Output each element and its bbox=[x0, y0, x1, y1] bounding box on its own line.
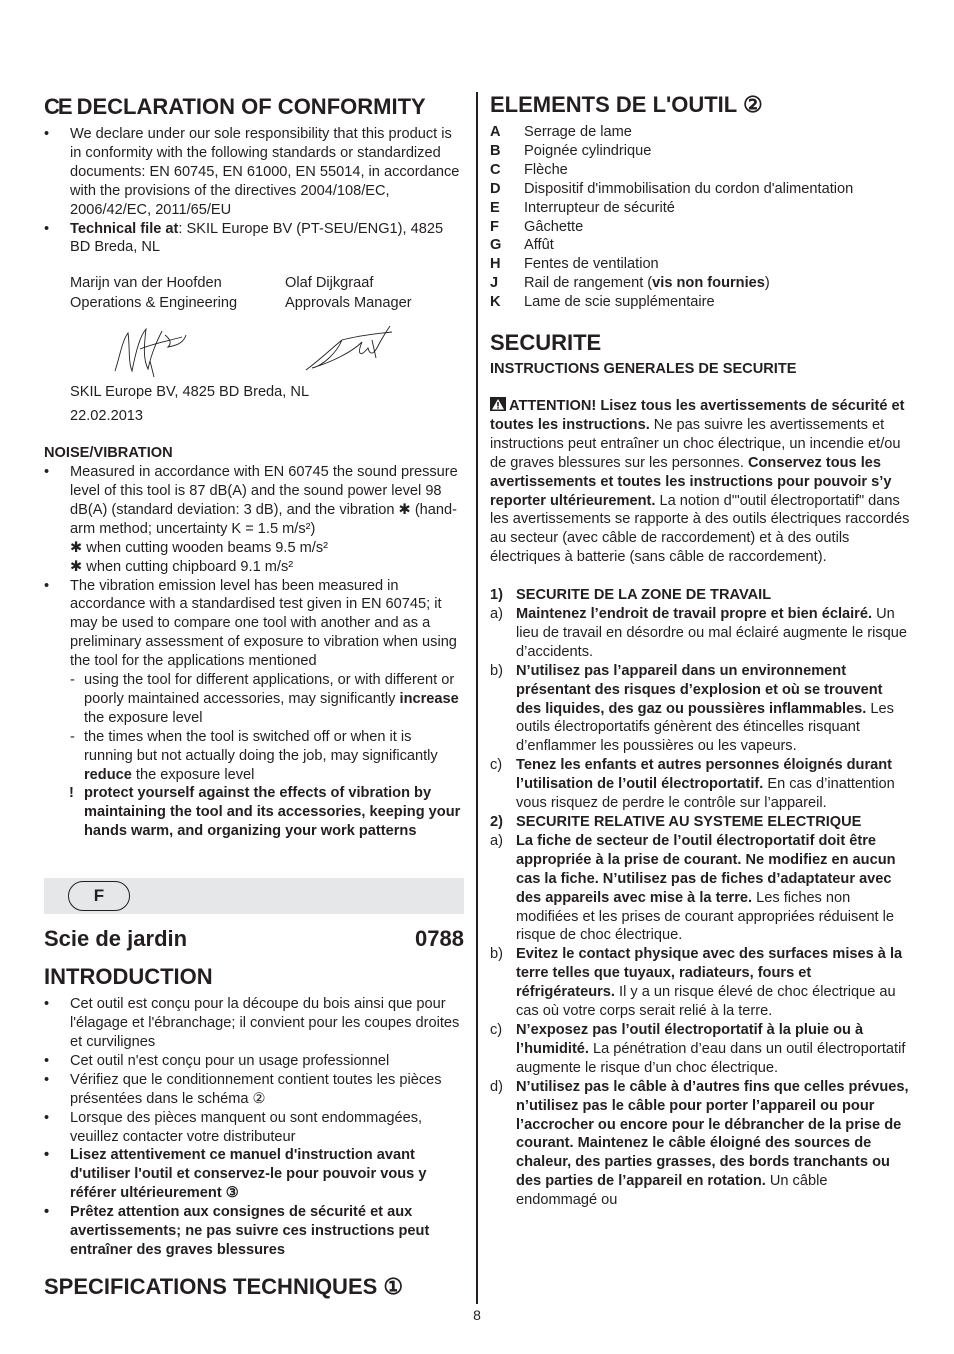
signature-1-image bbox=[110, 321, 190, 379]
elements-heading: ELEMENTS DE L'OUTIL ② bbox=[490, 92, 763, 117]
declaration-date: 22.02.2013 bbox=[70, 408, 144, 425]
safety-item: c) Tenez les enfants et autres personnes éloignés durant l’utilisation de l’outil électroportatif. En cas d’inattention vous risquez de perdre le contrôle sur l’appareil. bbox=[490, 757, 895, 812]
declaration-title: DECLARATION OF CONFORMITY bbox=[76, 94, 426, 119]
element-label: Poignée cylindrique bbox=[524, 142, 652, 159]
element-label: Rail de rangement (vis non fournies) bbox=[524, 275, 770, 292]
warning-triangle-icon bbox=[490, 397, 506, 411]
element-letter: E bbox=[490, 199, 500, 216]
element-label: Dispositif d'immobilisation du cordon d'alimentation bbox=[524, 180, 854, 197]
safety-item: a) Maintenez l’endroit de travail propre et bien éclairé. Un lieu de travail en désordre ou mal éclairé augmente le risque d’accidents. bbox=[490, 606, 908, 660]
element-label: Gâchette bbox=[524, 218, 584, 235]
section-1-list bbox=[490, 605, 910, 813]
safety-item: a) La fiche de secteur de l’outil électroportatif doit être appropriée à la prise de courant. Ne modifiez en aucun cas la fiche. N’utilisez pas de fiches d’adaptateur avec des appareils avec mise à la terre. Les fiches non modifiées et les prises de courant appropriées réduisent le risque de choc électrique. bbox=[490, 832, 896, 944]
declaration-list bbox=[44, 125, 464, 257]
noise-bullet: • The vibration emission level has been measured in accordance with a standardised test given in EN 60745; it may be used to compare one tool with another and as a preliminary assessment of exposure to vibration when using the tool for the applications mentioned bbox=[44, 577, 464, 672]
ce-mark-icon: CE bbox=[44, 94, 71, 119]
intro-bullet: • Prêtez attention aux consignes de sécurité et aux avertissements; ne pas suivre ces instructions peut entraîner des graves blessures bbox=[44, 1203, 464, 1260]
declaration-bullet: • We declare under our sole responsibility that this product is in conformity with the following standards or standardized documents: EN 60745, EN 61000, EN 55014, in accordance with the provisions of the directives 2004/108/EC, 2006/42/EC, 2011/65/EU bbox=[44, 125, 464, 220]
noise-heading: NOISE/VIBRATION bbox=[44, 445, 173, 462]
general-safety-heading: INSTRUCTIONS GENERALES DE SECURITE bbox=[490, 361, 797, 378]
element-letter: D bbox=[490, 180, 501, 197]
safety-item: b) N’utilisez pas l’appareil dans un environnement présentant des risques d’explosion et où se trouvent des liquides, des gaz ou poussières inflammables. Les outils électroportatifs génèrent des étincelles risquant d’enflammer les poussières ou les vapeurs. bbox=[490, 662, 894, 755]
section-2-heading: 2) SECURITE RELATIVE AU SYSTEME ELECTRIQUE bbox=[490, 814, 862, 830]
element-label: Lame de scie supplémentaire bbox=[524, 294, 715, 311]
introduction-heading: INTRODUCTION bbox=[44, 964, 213, 990]
elements-list bbox=[490, 123, 910, 312]
specifications-heading: SPECIFICATIONS TECHNIQUES ① bbox=[44, 1273, 404, 1299]
intro-bullet: • Lisez attentivement ce manuel d'instruction avant d'utiliser l'outil et conservez-le pour pouvoir vous y référer ultérieurement ③ bbox=[44, 1146, 464, 1203]
attention-paragraph: ATTENTION! Lisez tous les avertissements de sécurité et toutes les instructions. Ne pas suivre les avertissements et instructions peut entraîner un choc électrique, un incendie et/ou de graves blessures sur les personnes. Conservez tous les avertissements et toutes les instructions pour pouvoir s’y reporter ultérieurement. La notion d'"outil électroportatif" dans les avertissements se rapporte à des outils électriques raccordés au secteur (avec câble de raccordement) et à des outils électriques à batterie (sans câble de raccordement). bbox=[490, 397, 910, 566]
element-letter: K bbox=[490, 294, 501, 311]
vibration-warning: ! protect yourself against the effects of vibration by maintaining the tool and its accessories, keeping your hands warm, and organizing your work patterns bbox=[69, 785, 461, 840]
safety-item: c) N’exposez pas l’outil électroportatif à la pluie ou à l’humidité. La pénétration d’eau dans un outil électroportatif augmente le risque d’un choc électrique. bbox=[490, 1021, 906, 1076]
section-1-heading: 1) SECURITE DE LA ZONE DE TRAVAIL bbox=[490, 587, 772, 604]
element-label: Flèche bbox=[524, 161, 568, 178]
element-letter: J bbox=[490, 275, 499, 292]
securite-heading: SECURITE bbox=[490, 330, 602, 356]
element-letter: F bbox=[490, 218, 499, 235]
language-code-badge: F bbox=[68, 881, 130, 911]
intro-bullet: • Lorsque des pièces manquent ou sont endommagées, veuillez contacter votre distributeur bbox=[44, 1109, 464, 1147]
element-letter: G bbox=[490, 237, 502, 254]
noise-dash-item: - using the tool for different applications, or with different or poorly maintained accessories, may significantly increase the exposure level bbox=[70, 672, 459, 726]
page-number: 8 bbox=[473, 1307, 481, 1323]
noise-list bbox=[44, 463, 464, 671]
element-letter: A bbox=[490, 124, 501, 140]
product-number: 0788 bbox=[415, 926, 464, 952]
signatures bbox=[70, 313, 464, 381]
product-name: Scie de jardin bbox=[44, 926, 188, 952]
intro-bullet: • Cet outil est conçu pour la découpe du bois ainsi que pour l'élagage et l'ébranchage; il convient pour les coupes droites et curvilignes bbox=[44, 995, 464, 1052]
signatories bbox=[44, 274, 464, 313]
element-label: Serrage de lame bbox=[524, 124, 632, 140]
intro-bullet: • Cet outil n'est conçu pour un usage professionnel bbox=[44, 1052, 464, 1071]
element-letter: B bbox=[490, 142, 501, 159]
safety-item: b) Evitez le contact physique avec des surfaces mises à la terre telles que tuyaux, radiateurs, fours et réfrigérateurs. Il y a un risque élevé de choc électrique au cas où votre corps serait relié à la terre. bbox=[490, 946, 903, 1020]
language-section-bar bbox=[44, 878, 464, 914]
element-letter: C bbox=[490, 161, 501, 178]
noise-dash-item: - the times when the tool is switched off or when it is running but not actually doing the job, may significantly reduce the exposure level bbox=[70, 728, 438, 783]
declaration-bullet: • Technical file at: SKIL Europe BV (PT-SEU/ENG1), 4825 BD Breda, NL bbox=[44, 220, 464, 258]
declaration-heading bbox=[44, 94, 464, 120]
signatory-title: Operations & Engineering bbox=[70, 294, 238, 311]
noise-bullet: • Measured in accordance with EN 60745 the sound pressure level of this tool is 87 dB(A) and the sound power level 98 dB(A) (standard deviation: 3 dB), and the vibration ✱ (hand-arm method; uncertainty K = 1.5 m/s²) ✱ when cutting wooden beams 9.5 m/s² ✱ when cutting chipboard 9.1 m/s² bbox=[44, 463, 464, 576]
signature-2-image bbox=[302, 318, 402, 376]
introduction-list bbox=[44, 995, 464, 1260]
company-address: SKIL Europe BV, 4825 BD Breda, NL bbox=[70, 384, 310, 401]
product-title-row bbox=[44, 926, 464, 952]
right-column bbox=[490, 92, 910, 1210]
signatory-title: Approvals Manager bbox=[285, 294, 412, 311]
element-label: Interrupteur de sécurité bbox=[524, 199, 675, 216]
left-column bbox=[44, 92, 464, 1300]
element-letter: H bbox=[490, 256, 501, 273]
intro-bullet: • Vérifiez que le conditionnement contient toutes les pièces présentées dans le schéma ② bbox=[44, 1071, 464, 1109]
signatory-name: Marijn van der Hoofden bbox=[70, 275, 222, 292]
element-label: Fentes de ventilation bbox=[524, 256, 659, 273]
safety-item: d) N’utilisez pas le câble à d’autres fins que celles prévues, n’utilisez pas le câble pour porter l’appareil ou pour l’accrocher ou encore pour le débrancher de la prise de courant. Maintenez le câble éloigné des sources de chaleur, des parties grasses, des bords tranchants ou des parties de l’appareil en rotation. Un câble endommagé ou bbox=[490, 1078, 909, 1209]
element-label: Affût bbox=[524, 237, 554, 254]
section-2-list bbox=[490, 832, 910, 1210]
signatory-name: Olaf Dijkgraaf bbox=[285, 275, 374, 292]
